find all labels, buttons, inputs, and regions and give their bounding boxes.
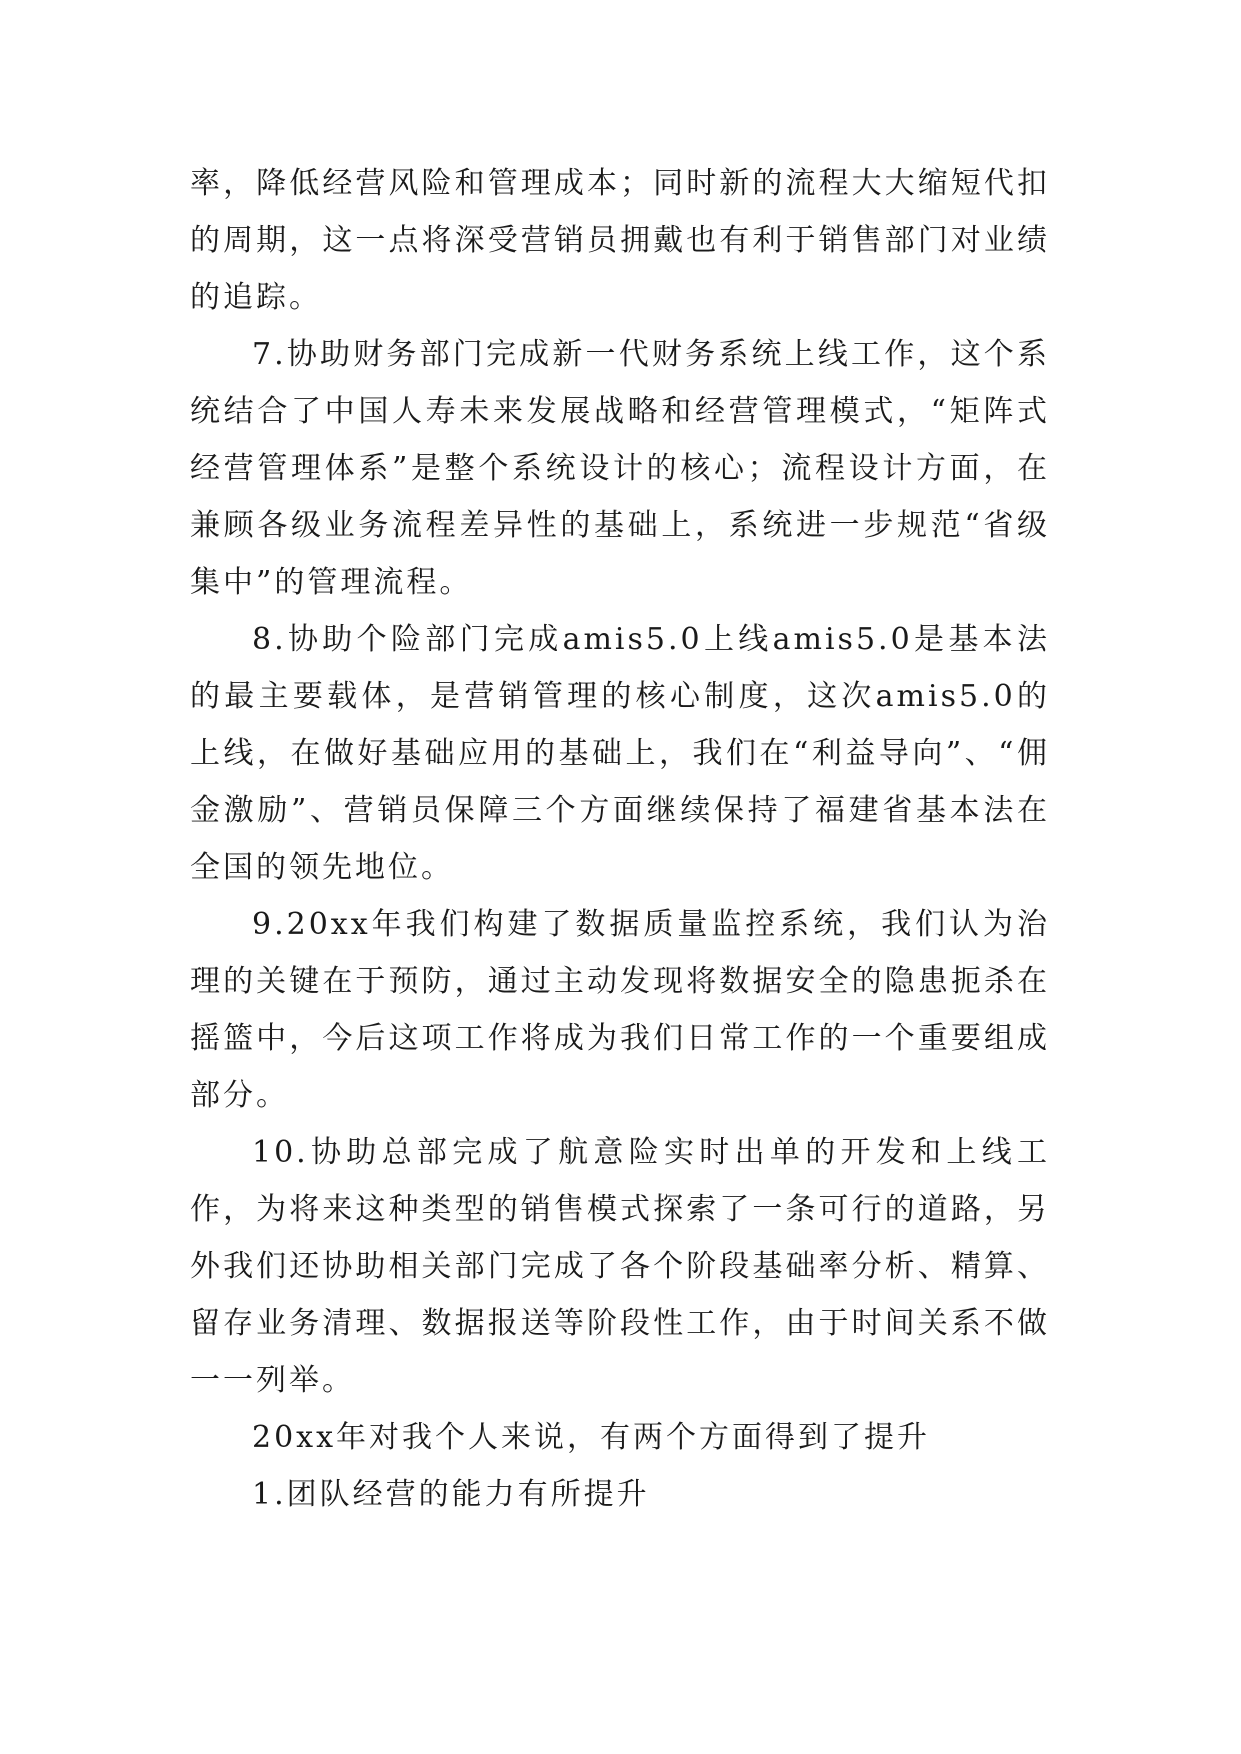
paragraph-summary-intro: 20xx年对我个人来说，有两个方面得到了提升 (252, 1420, 931, 1455)
paragraph-item-9: 9.20xx年我们构建了数据质量监控系统，我们认为治理的关键在于预防，通过主动发现将数据安全的隐患扼杀在摇篮中，今后这项工作将成为我们日常工作的一个重要组成部分。 (190, 907, 1050, 1113)
paragraph-subheading-1: 1.团队经营的能力有所提升 (252, 1477, 650, 1512)
paragraph-item-10: 10.协助总部完成了航意险实时出单的开发和上线工作，为将来这种类型的销售模式探索了一条可行的道路，另外我们还协助相关部门完成了各个阶段基础率分析、精算、留存业务清理、数据报送等阶段性工作，由于时间关系不做一一列举。 (190, 1135, 1050, 1398)
paragraph-item-8: 8.协助个险部门完成amis5.0上线amis5.0是基本法的最主要载体，是营销管理的核心制度，这次amis5.0的上线，在做好基础应用的基础上，我们在“利益导向”、“佣金激励”、营销员保障三个方面继续保持了福建省基本法在全国的领先地位。 (190, 622, 1050, 885)
document-body (190, 155, 1050, 1523)
paragraph-item-7: 7.协助财务部门完成新一代财务系统上线工作，这个系统结合了中国人寿未来发展战略和经营管理模式，“矩阵式经营管理体系”是整个系统设计的核心；流程设计方面，在兼顾各级业务流程差异性的基础上，系统进一步规范“省级集中”的管理流程。 (190, 337, 1050, 600)
paragraph-continuation: 率，降低经营风险和管理成本；同时新的流程大大缩短代扣的周期，这一点将深受营销员拥戴也有利于销售部门对业绩的追踪。 (190, 166, 1050, 315)
